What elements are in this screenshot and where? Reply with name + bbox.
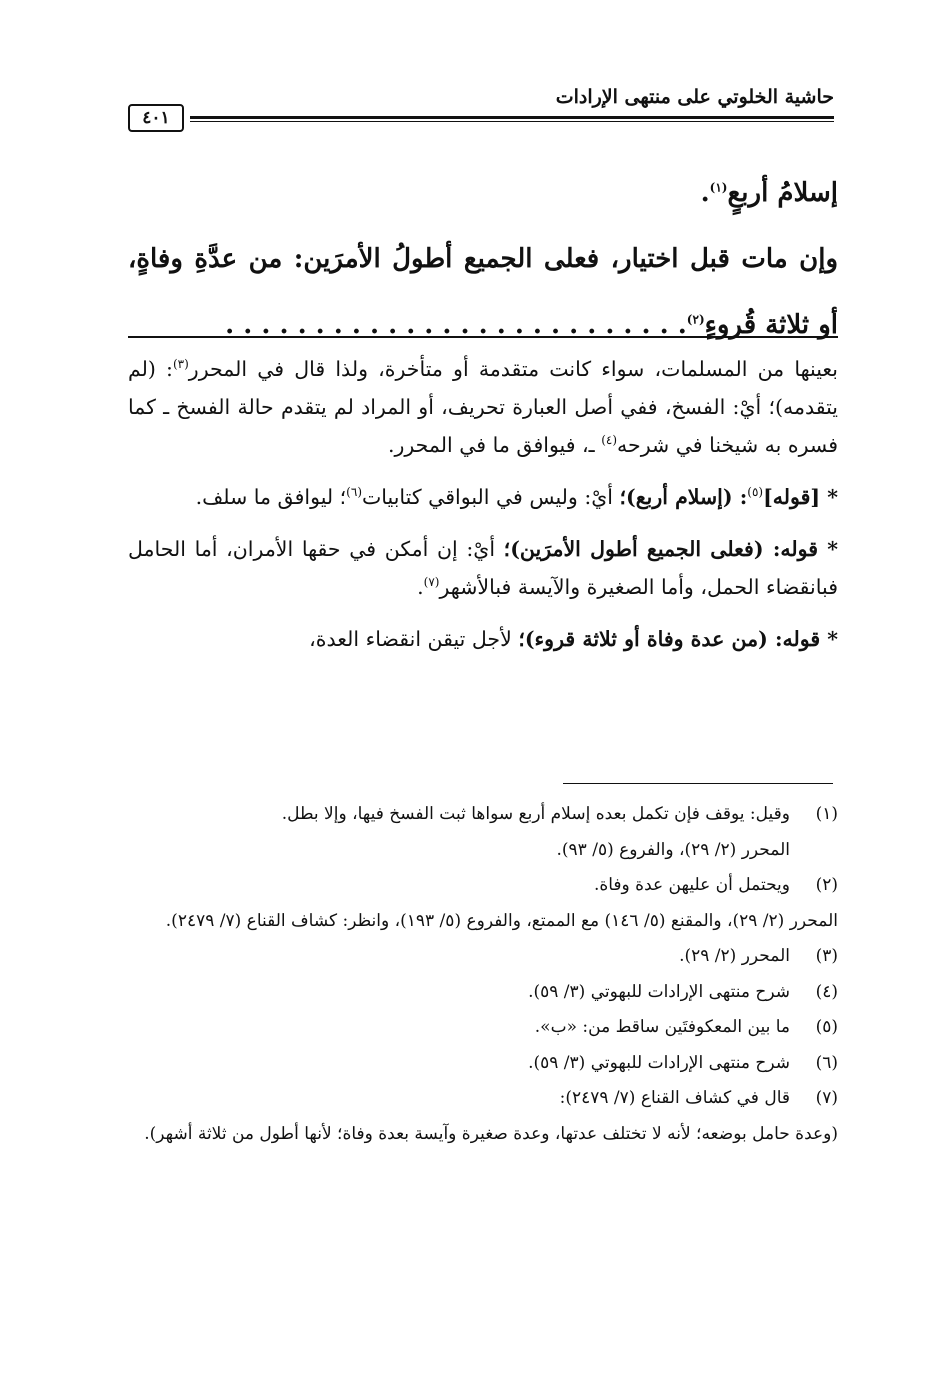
- commentary-text: .: [417, 575, 424, 599]
- footnote-ref: (٥): [747, 485, 764, 500]
- footnote-text: المحرر (٢/ ٢٩).: [679, 946, 790, 966]
- matn-line-1: [128, 160, 838, 226]
- footnote-text: وقيل: يوقف فإن تكمل بعده إسلام أربع سواها ثبت الفسخ فيها، وإلا بطل.: [281, 804, 790, 824]
- running-title: حاشية الخلوتي على منتهى الإرادات: [555, 86, 834, 108]
- footnote-text: قال في كشاف القناع (٧/ ٢٤٧٩):: [559, 1088, 790, 1108]
- footnote-continuation: (وعدة حامل بوضعه؛ لأنه لا تختلف عدتها، وعدة صغيرة وآيسة بعدة وفاة؛ لأنها أطول من ثلاثة أشهر).: [144, 1123, 838, 1144]
- main-text: [128, 160, 838, 358]
- commentary-paragraph: [128, 350, 838, 464]
- commentary: [128, 350, 838, 672]
- dotted-leader: . . . . . . . . . . . . . . . . . . . . . . . . . .: [225, 310, 687, 340]
- footnote-number: (١): [815, 804, 838, 824]
- footnotes: [128, 797, 838, 1152]
- lemma-quote: : (إسلام أربع)؛: [619, 485, 748, 509]
- footnote-text: شرح منتهى الإرادات للبهوتي (٣/ ٥٩).: [528, 981, 790, 1002]
- commentary-text: ؛ ليوافق ما سلف.: [195, 485, 347, 509]
- footnote-number: (٢): [815, 875, 838, 895]
- header-rule-thin: [190, 121, 834, 122]
- footnote: [128, 939, 838, 975]
- footnote: [128, 975, 838, 1011]
- footnote-number: (٦): [815, 1052, 838, 1073]
- matn-text: إسلامُ أربعٍ: [727, 178, 838, 208]
- footnote-ref: (٤): [601, 433, 618, 448]
- footnote-number: (٣): [815, 946, 838, 966]
- header-rule: [190, 116, 834, 119]
- matn-text: أو ثلاثة قُروءٍ: [704, 310, 838, 340]
- footnote: [128, 1046, 838, 1082]
- commentary-text: بعينها من المسلمات، سواء كانت متقدمة أو متأخرة، ولذا قال في المحرر: [188, 357, 838, 381]
- commentary-paragraph: [128, 530, 838, 606]
- commentary-text: : (لم يتقدمه)؛ أيْ: الفسخ، ففي أصل العبارة تحريف، أو المراد لم يتقدم حالة الفسخ ـ كما فسره به شيخنا في شرحه: [128, 357, 838, 457]
- footnote-ref: (١): [709, 180, 728, 195]
- footnote-number: (٥): [815, 1017, 838, 1037]
- page-header: [128, 84, 834, 130]
- commentary-paragraph: [128, 478, 838, 516]
- footnote: [128, 1081, 838, 1117]
- footnote-number: (٧): [815, 1088, 838, 1108]
- footnote: [128, 1010, 838, 1046]
- matn-line-2: وإن مات قبل اختيار، فعلى الجميع أطولُ الأمرَين: من عدَّةِ وفاةٍ،: [128, 244, 838, 274]
- commentary-text: أيْ: وليس في البواقي كتابيات: [362, 485, 620, 509]
- matn-divider: [128, 336, 838, 338]
- footnote: [128, 797, 838, 833]
- footnote-continuation: المحرر (٢/ ٢٩)، والمقنع (٥/ ١٤٦) مع الممتع، والفروع (٥/ ١٩٣)، وانظر: كشاف القناع (٧/ ٢٤٧٩).: [165, 910, 838, 931]
- commentary-text: لأجل تيقن انقضاء العدة،: [309, 627, 519, 651]
- footnote-text: شرح منتهى الإرادات للبهوتي (٣/ ٥٩).: [528, 1052, 790, 1073]
- commentary-text: أيْ: إن أمكن في حقها الأمران، أما الحامل فبانقضاء الحمل، وأما الصغيرة والآيسة فبالأشهر: [128, 537, 838, 599]
- lemma-quote: * قوله: (من عدة وفاة أو ثلاثة قروء)؛: [518, 627, 838, 651]
- lemma-quote: * قوله: (فعلى الجميع أطول الأمرَين)؛: [503, 537, 838, 561]
- footnote-number: (٤): [815, 981, 838, 1002]
- footnote-ref: (٦): [346, 485, 362, 500]
- commentary-text: ـ، فيوافق ما في المحرر.: [387, 433, 602, 457]
- footnote-continuation: المحرر (٢/ ٢٩)، والفروع (٥/ ٩٣).: [556, 839, 790, 860]
- footnote-text: ويحتمل أن عليهن عدة وفاة.: [593, 875, 790, 895]
- page-number: ٤٠١: [128, 104, 184, 132]
- footnote-ref: (٣): [172, 357, 189, 372]
- footnote-separator: [563, 783, 833, 784]
- footnote-text: ما بين المعكوفتَين ساقط من: «ب».: [534, 1017, 790, 1037]
- footnote: [128, 868, 838, 904]
- lemma-label: * [قوله]: [763, 485, 838, 509]
- commentary-paragraph: [128, 620, 838, 658]
- footnote-ref: (٢): [686, 312, 705, 327]
- matn-text: .: [700, 178, 710, 208]
- footnote-ref: (٧): [423, 575, 440, 590]
- matn-line-3: [128, 292, 838, 358]
